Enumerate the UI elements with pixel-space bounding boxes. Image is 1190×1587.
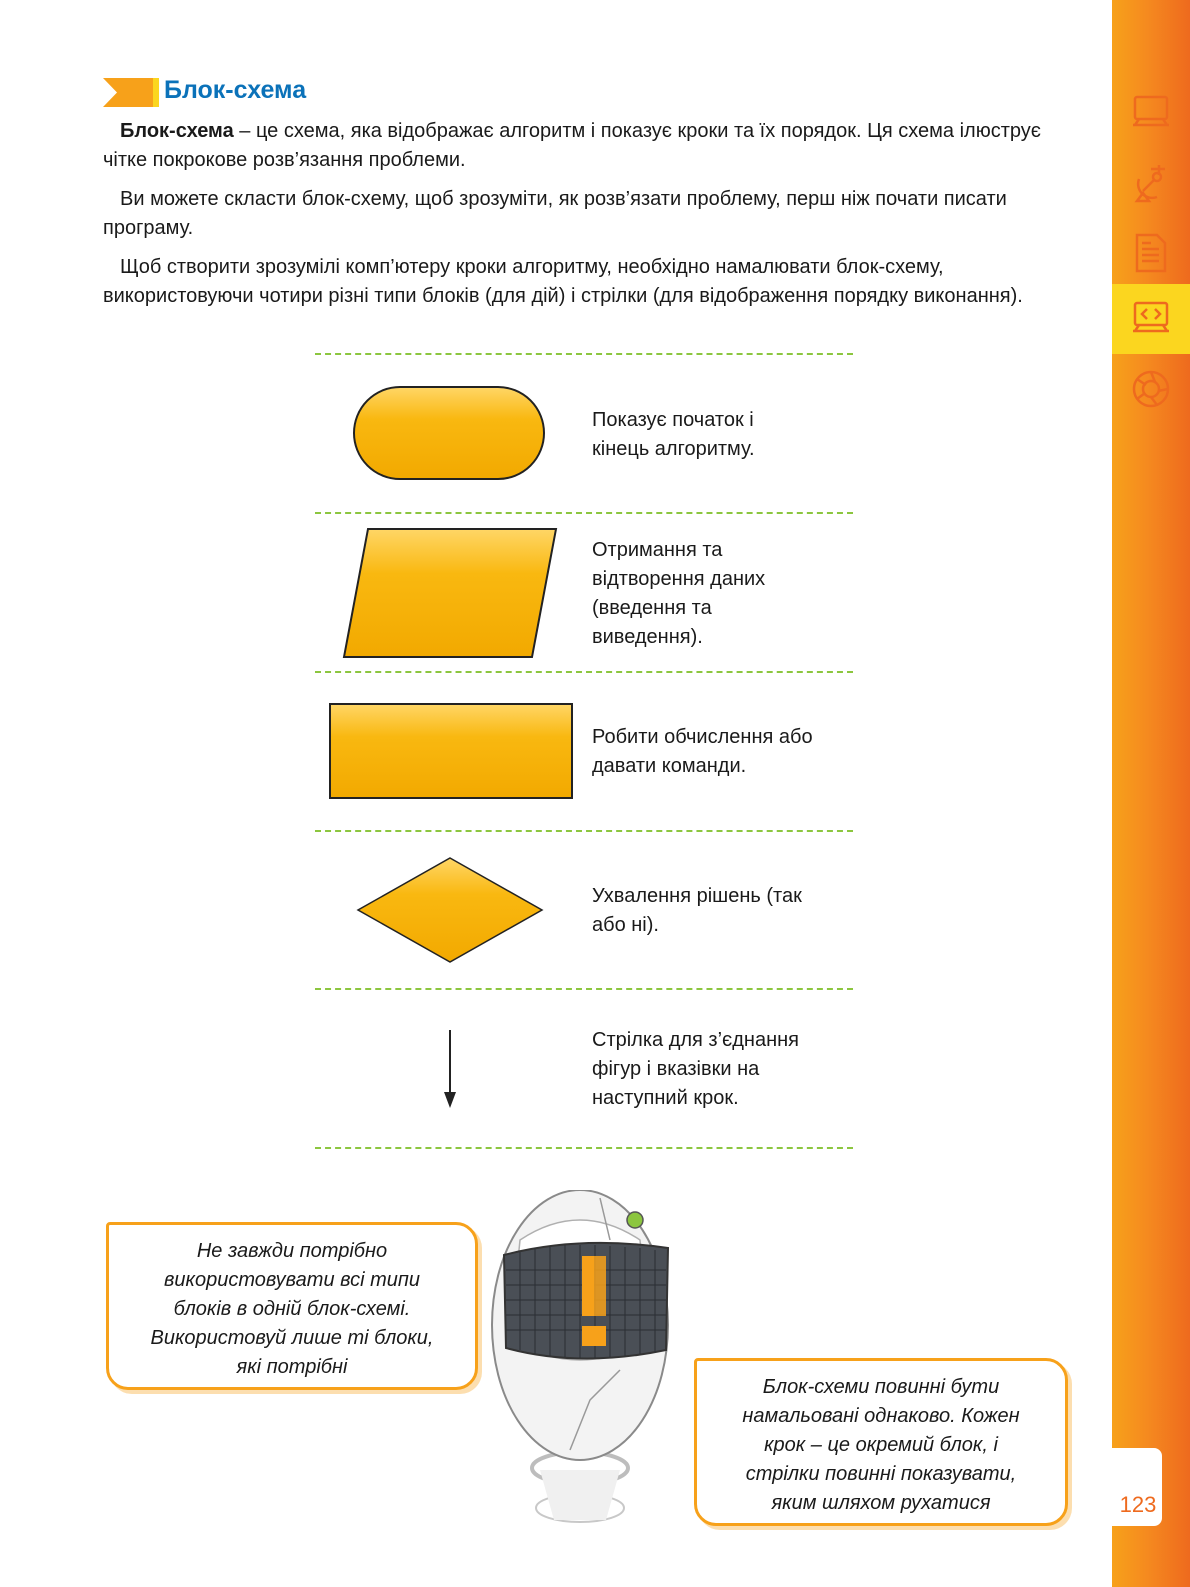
separator bbox=[315, 353, 853, 355]
parallelogram-description: Отримання та відтворення даних (введення та виведення). bbox=[592, 539, 766, 648]
terminator-description: Показує початок і кінець алгоритму. bbox=[592, 409, 755, 460]
document-icon bbox=[1129, 231, 1173, 275]
robot-illustration bbox=[490, 1190, 670, 1540]
intro-paragraph-text: – це схема, яка відображає алгоритм і показує кроки та їх порядок. Ця схема ілюструє чітке покрокове розв’язання проблеми. bbox=[103, 120, 1041, 171]
monitor-icon bbox=[1129, 91, 1173, 135]
paragraph-2: Ви можете скласти блок-схему, щоб зрозуміти, як розв’язати проблему, перш ніж почати писати програму. bbox=[103, 188, 1007, 239]
arrow-description: Стрілка для з’єднання фігур і вказівки на наступний крок. bbox=[592, 1029, 800, 1109]
arrow-shape bbox=[440, 1028, 460, 1110]
sidebar-tab-aperture[interactable] bbox=[1112, 354, 1190, 424]
tip-callout-left: Не завжди потрібно використовувати всі типи блоків в одній блок-схемі. Використовуй лише ті блоки, які потрібні bbox=[106, 1222, 478, 1390]
section-title: Блок-схема bbox=[164, 76, 307, 104]
code-laptop-icon bbox=[1129, 297, 1173, 341]
separator bbox=[315, 830, 853, 832]
separator bbox=[315, 671, 853, 673]
sidebar-tab-satellite[interactable] bbox=[1112, 148, 1190, 218]
intro-paragraph bbox=[103, 117, 1063, 175]
diamond-description: Ухвалення рішень (так або ні). bbox=[592, 885, 802, 936]
tip-callout-right: Блок-схеми повинні бути намальовані однаково. Кожен крок – це окремий блок, і стрілки повинні показувати, яким шляхом рухатися bbox=[694, 1358, 1068, 1526]
parallelogram-shape bbox=[342, 527, 558, 659]
rectangle-shape bbox=[328, 702, 574, 800]
paragraph-3: Щоб створити зрозумілі комп’ютеру кроки алгоритму, необхідно намалювати блок-схему, використовуючи чотири різні типи блоків (для дій) і стрілки (для відображення порядку виконання). bbox=[103, 256, 1023, 307]
terminator-shape bbox=[352, 385, 546, 481]
sidebar-tab-document[interactable] bbox=[1112, 218, 1190, 288]
sidebar-tab-code[interactable] bbox=[1112, 284, 1190, 354]
sidebar-tab-monitor[interactable] bbox=[1112, 78, 1190, 148]
term-bold: Блок-схема bbox=[120, 120, 234, 142]
diamond-shape bbox=[356, 856, 544, 964]
heading-flag-icon bbox=[103, 78, 159, 107]
separator bbox=[315, 512, 853, 514]
separator bbox=[315, 988, 853, 990]
satellite-icon bbox=[1129, 161, 1173, 205]
page-number: 123 bbox=[1119, 1492, 1157, 1517]
aperture-icon bbox=[1129, 367, 1173, 411]
rectangle-description: Робити обчислення або давати команди. bbox=[592, 726, 813, 777]
separator bbox=[315, 1147, 853, 1149]
